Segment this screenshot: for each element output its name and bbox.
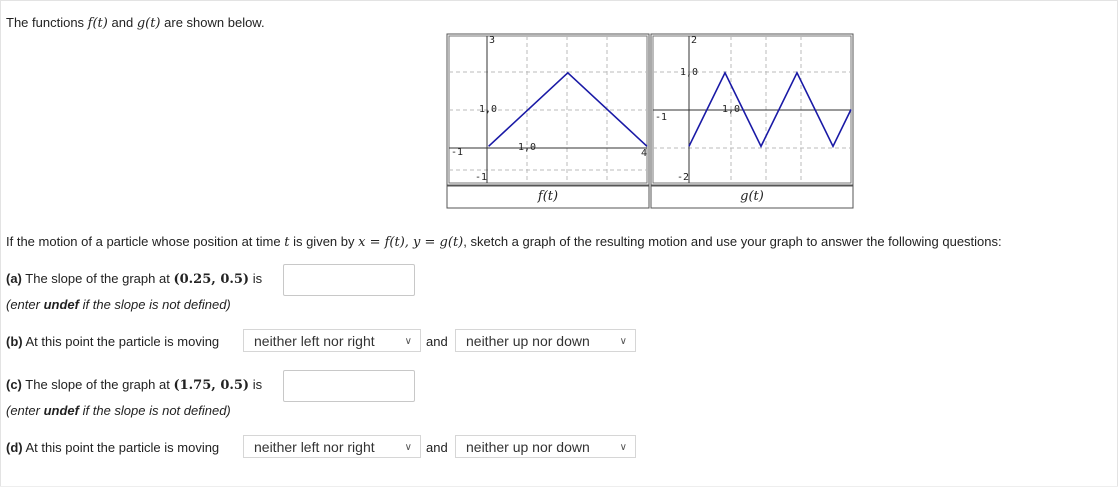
b-up-down-select[interactable]: [455, 329, 636, 352]
b-up-down-value: neither up nor down: [466, 333, 590, 349]
chevron-down-icon: ∨: [404, 336, 412, 347]
g-caption: g(t): [740, 189, 764, 204]
b-and-text: and: [426, 334, 448, 349]
f-label-left: -1: [451, 147, 464, 158]
chevron-down-icon: ∨: [619, 442, 627, 453]
b-left-right-value: neither left nor right: [254, 333, 375, 349]
chevron-down-icon: ∨: [619, 336, 627, 347]
d-left-right-select[interactable]: [243, 435, 421, 458]
f-label-bottom: -1: [475, 172, 488, 183]
f-graph-panel: [447, 34, 649, 185]
g-label-mid: 1,0: [680, 67, 699, 78]
f-label-top: 3: [489, 35, 496, 46]
g-label-bottom: -2: [677, 172, 690, 183]
g-graph-panel: [651, 34, 853, 185]
slope-c-input[interactable]: [283, 370, 415, 402]
d-and-text: and: [426, 440, 448, 455]
part-c-text: (c) The slope of the graph at (1.75, 0.5) is: [6, 377, 263, 393]
d-up-down-value: neither up nor down: [466, 439, 590, 455]
g-label-onex: 1,0: [722, 104, 741, 115]
g-label-left: -1: [655, 112, 668, 123]
slope-a-input[interactable]: [283, 264, 415, 296]
d-up-down-select[interactable]: [455, 435, 636, 458]
b-left-right-select[interactable]: [243, 329, 421, 352]
part-a-text: (a) The slope of the graph at (0.25, 0.5) is: [6, 271, 263, 287]
part-d-text: (d) At this point the particle is moving: [6, 440, 220, 455]
part-b-text: (b) At this point the particle is moving: [6, 334, 220, 349]
f-label-onex: 1,0: [518, 142, 537, 153]
g-label-top: 2: [691, 35, 698, 46]
d-left-right-value: neither left nor right: [254, 439, 375, 455]
f-label-right: 4: [641, 148, 648, 159]
f-label-mid: 1,0: [479, 104, 498, 115]
chevron-down-icon: ∨: [404, 442, 412, 453]
graphs-figure: [0, 0, 1118, 215]
part-a-note: (enter undef if the slope is not defined): [6, 297, 231, 312]
part-c-note: (enter undef if the slope is not defined): [6, 403, 231, 418]
intro-text: The functions f(t) and g(t) are shown below.: [6, 15, 265, 31]
question-text: If the motion of a particle whose position at time t is given by x = f(t), y = g(t), sketch a graph of the resulting motion and use your graph to answer the following questions:: [6, 234, 1002, 250]
f-caption: f(t): [537, 189, 559, 204]
